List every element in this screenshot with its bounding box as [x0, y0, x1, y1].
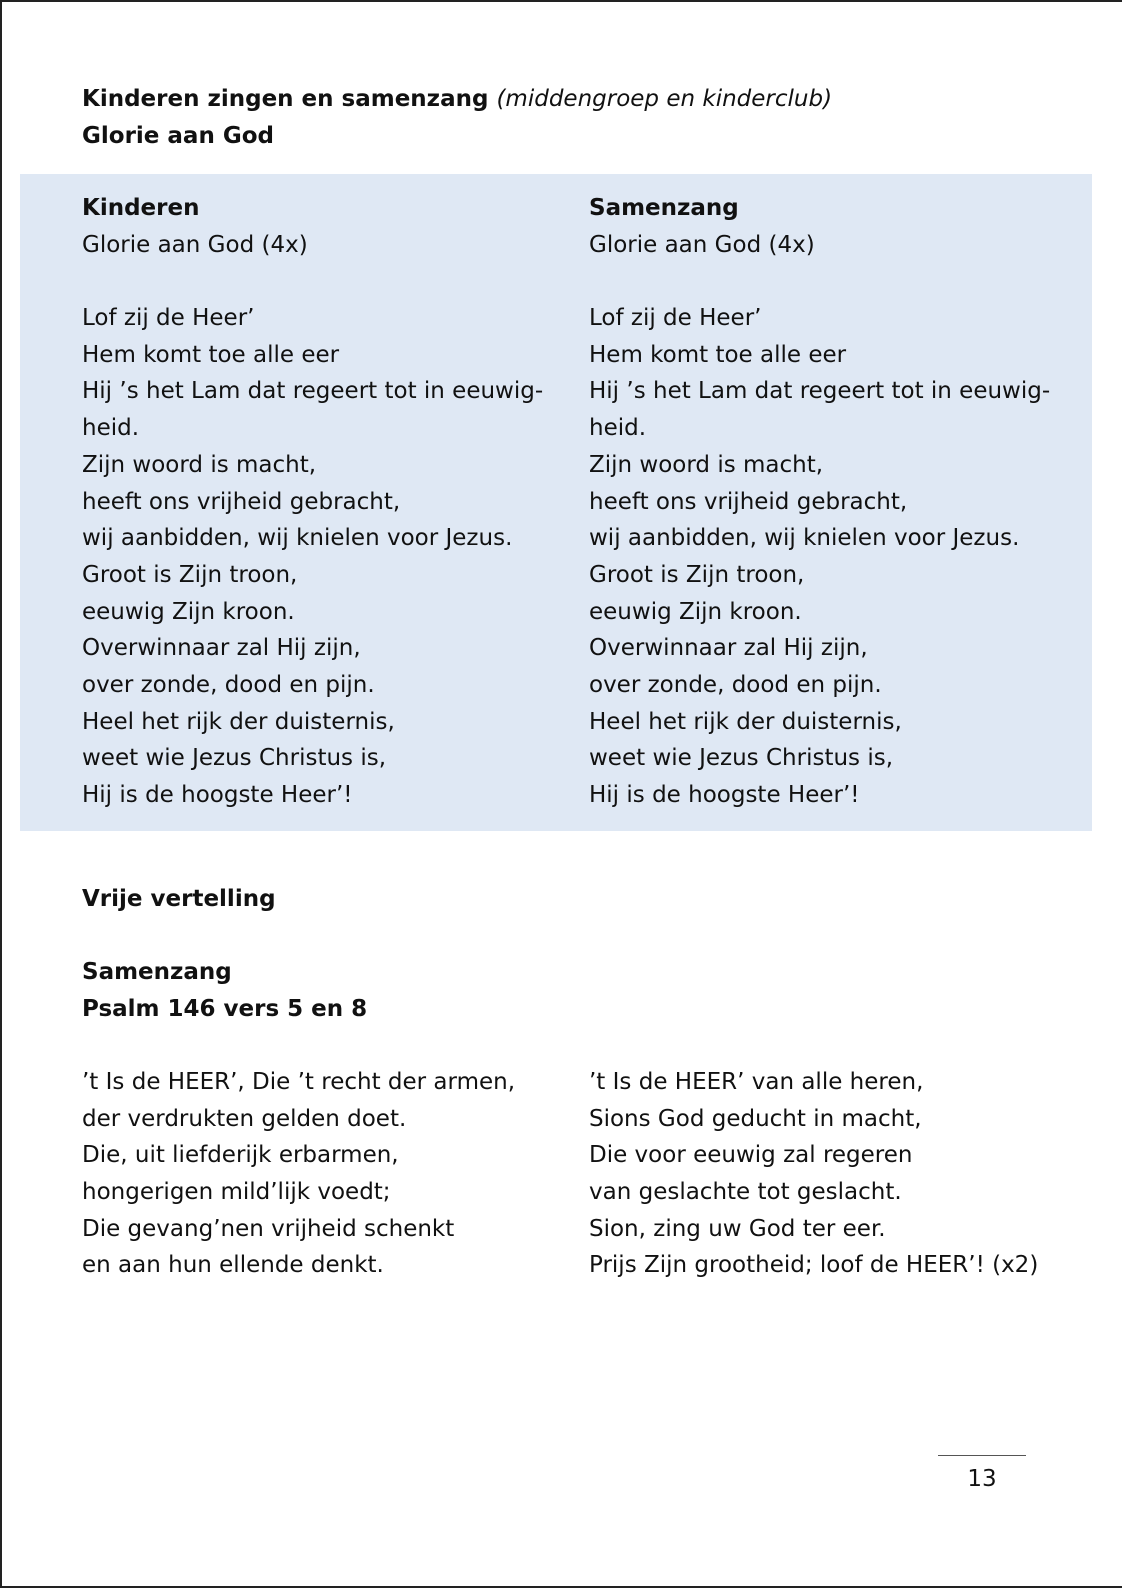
- second-section-headings: [82, 881, 367, 1028]
- psalm-verse-5: [82, 1064, 515, 1284]
- children-lyrics-lines: [82, 227, 543, 814]
- footer-divider: [938, 1455, 1026, 1456]
- lyric-line: wij aanbidden, wij knielen voor Jezus.: [82, 525, 513, 552]
- lyric-line: Sion, zing uw God ter eer.: [589, 1215, 886, 1242]
- lyric-line: Lof zij de Heer’: [82, 305, 255, 332]
- stanza-gap: [82, 263, 543, 300]
- lyric-line: Groot is Zijn troon,: [82, 561, 298, 588]
- page-number: 13: [967, 1466, 997, 1492]
- column-heading-children: Kinderen: [82, 195, 200, 221]
- lyric-line: Hij ’s het Lam dat regeert tot in eeuwig-: [589, 378, 1051, 405]
- program-item-heading: Samenzang: [82, 959, 232, 986]
- lyric-line: Overwinnaar zal Hij zijn,: [589, 635, 868, 662]
- intro-block: [82, 81, 832, 154]
- program-item-heading-bold: Kinderen zingen en samenzang: [82, 86, 489, 112]
- lyric-line: weet wie Jezus Christus is,: [589, 745, 894, 772]
- lyric-line: heeft ons vrijheid gebracht,: [82, 488, 401, 515]
- column-heading-congregation: Samenzang: [589, 195, 739, 221]
- lyric-line: Overwinnaar zal Hij zijn,: [82, 635, 361, 662]
- lyric-line: Heel het rijk der duisternis,: [589, 708, 902, 735]
- lyric-line: Die gevang’nen vrijheid schenkt: [82, 1215, 455, 1242]
- children-lyrics-column: [82, 190, 543, 814]
- lyric-line: Glorie aan God (4x): [82, 231, 308, 258]
- lyric-line: ’t Is de HEER’ van alle heren,: [589, 1069, 924, 1095]
- song-title: Glorie aan God: [82, 122, 274, 149]
- program-item-heading: [82, 81, 832, 118]
- lyric-line: Hij is de hoogste Heer’!: [82, 782, 353, 808]
- program-item-heading: Vrije vertelling: [82, 886, 276, 912]
- lyric-line: van geslachte tot geslacht.: [589, 1179, 902, 1206]
- lyric-line: Sions God geducht in macht,: [589, 1105, 922, 1132]
- lyric-line: wij aanbidden, wij knielen voor Jezus.: [589, 525, 1020, 552]
- lyric-line: eeuwig Zijn kroon.: [82, 598, 295, 625]
- lyric-line: Hem komt toe alle eer: [82, 341, 340, 368]
- spacer: [82, 918, 367, 955]
- lyric-line: over zonde, dood en pijn.: [589, 671, 882, 698]
- lyric-line: heid.: [82, 415, 140, 442]
- lyric-line: Die voor eeuwig zal regeren: [589, 1142, 913, 1169]
- lyric-line: Hij ’s het Lam dat regeert tot in eeuwig-: [82, 378, 544, 405]
- psalm-verse-8: [589, 1064, 1038, 1284]
- lyric-line: en aan hun ellende denkt.: [82, 1252, 384, 1279]
- lyric-line: Hem komt toe alle eer: [589, 341, 847, 368]
- stanza-gap: [589, 263, 1050, 300]
- lyric-line: heid.: [589, 415, 647, 442]
- lyric-line: Hij is de hoogste Heer’!: [589, 782, 860, 808]
- lyric-line: Zijn woord is macht,: [82, 451, 317, 478]
- song-lyrics-band: [20, 174, 1092, 831]
- psalm-title: Psalm 146 vers 5 en 8: [82, 996, 368, 1023]
- lyric-line: Glorie aan God (4x): [589, 231, 815, 258]
- lyric-line: Prijs Zijn grootheid; loof de HEER’! (x2): [589, 1252, 1039, 1279]
- lyric-line: Zijn woord is macht,: [589, 451, 824, 478]
- congregation-lyrics-lines: [589, 227, 1050, 814]
- lyric-line: weet wie Jezus Christus is,: [82, 745, 387, 772]
- lyric-line: Heel het rijk der duisternis,: [82, 708, 395, 735]
- lyric-line: over zonde, dood en pijn.: [82, 671, 375, 698]
- lyric-line: eeuwig Zijn kroon.: [589, 598, 802, 625]
- lyric-line: Groot is Zijn troon,: [589, 561, 805, 588]
- lyric-line: Lof zij de Heer’: [589, 305, 762, 332]
- program-item-heading-note: (middengroep en kinderclub): [496, 86, 833, 112]
- lyric-line: Die, uit liefderijk erbarmen,: [82, 1142, 399, 1169]
- lyric-line: heeft ons vrijheid gebracht,: [589, 488, 908, 515]
- lyric-line: ’t Is de HEER’, Die ’t recht der armen,: [82, 1069, 516, 1095]
- congregation-lyrics-column: [589, 190, 1050, 814]
- lyric-line: hongerigen mild’lijk voedt;: [82, 1179, 391, 1206]
- lyric-line: der verdrukten gelden doet.: [82, 1105, 407, 1132]
